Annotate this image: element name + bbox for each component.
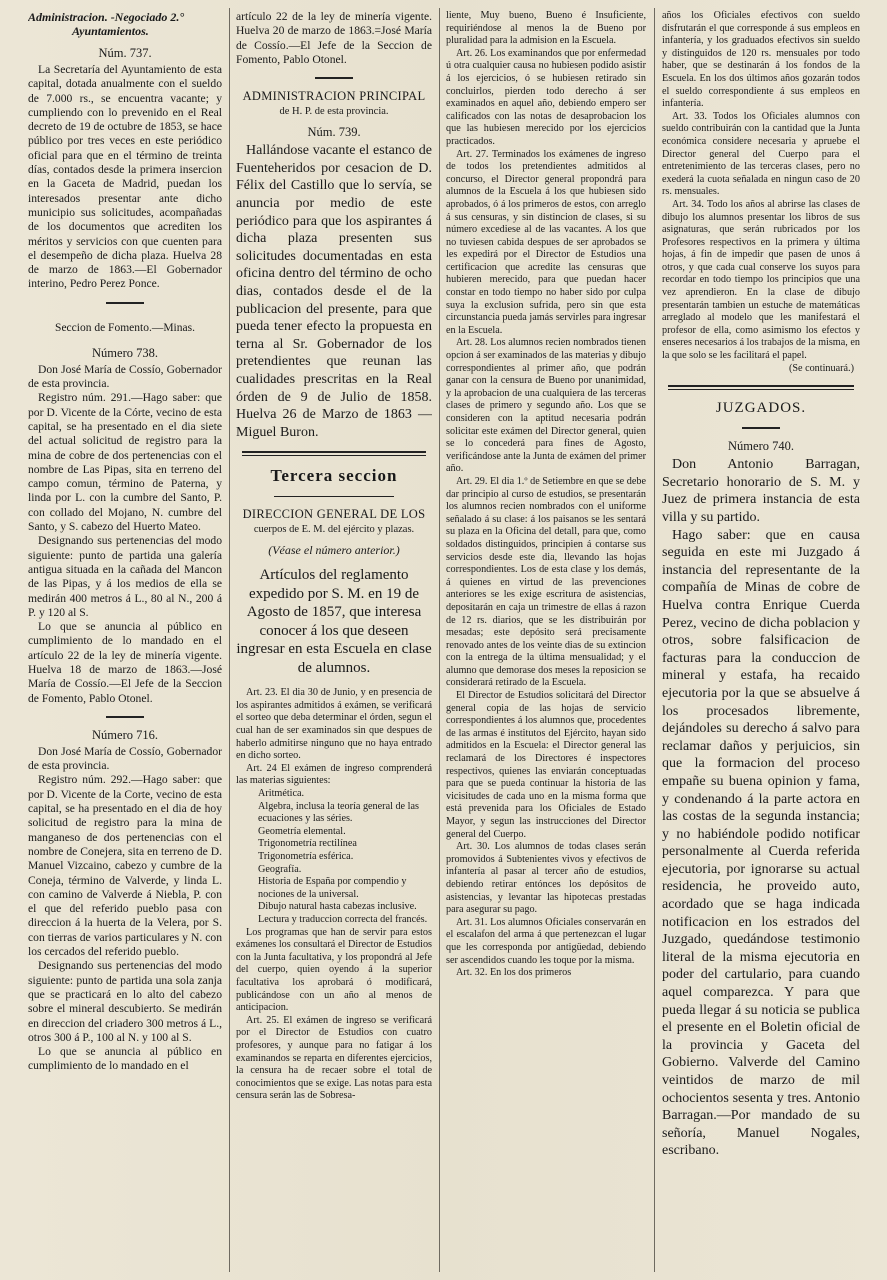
articles-title: Artículos del reglamento expedido por S. M. en 19 de Agosto de 1857, que interesa conocer á los que deseen ingresar en esta Escuela en clase de alumnos. <box>236 567 432 676</box>
notice-text: Designando sus pertenencias del modo siguiente: punto de partida una sola zanja que se practicará en lo alto del cabezo sobre el mineral descubierto. Se medirán en direccion del criadero 300 metros á L., otros 300 á P., 100 al N. y 100 al S. <box>28 959 222 1044</box>
article-text: años los Oficiales efectivos con sueldo disfrutarán el que corresponde á sus empleos en infantería, y los graduados efectivos sin sueldo y distinguidos de 120 rs. mensuales por todo haber, que se destinarán á los fondos de la Escuela. En los dos últimos años gozarán todos el sueldo correspondiente á sus empleos en infantería. <box>662 10 860 110</box>
article-text: liente, Muy bueno, Bueno é Insuficiente, requiriéndose al menos la de Bueno por pluralidad para la admision en la Escuela. <box>446 10 646 47</box>
article-text: Art. 25. El exámen de ingreso se verificará por el Director de Estudios con cuatro profesores, y aunque para no fatigar á los examinandos se reparta en diferentes ejercicios, la censura ha de recaer sobre el total de conocimientos que se exige. Las notas para esta censura serán las de Sobresa- <box>236 1014 432 1102</box>
article-text: Art. 32. En los dos primeros <box>456 967 572 979</box>
list-item: Historia de España por compendio y nociones de la universal. <box>258 876 407 900</box>
section-subtitle: de H. P. de esta provincia. <box>279 106 389 118</box>
notice-text: La Secretaría del Ayuntamiento de esta capital, dotada anualmente con el sueldo de 7.000 rs., se encuentra vacante; y cumpliendo con lo prevenido en el Real decreto de 19 de octubre de 1853, se hace público por tres veces en este periódico oficial para que en el término de treinta días, contados desde la primera insercion en la Gaceta de Madrid, puedan los interesados presentar ante dicho municipio sus solicitudes, acompañadas de los documentos que acrediten los méritos y servicios con que cuenten para el desempeño de dicha plaza. Huelva 28 de marzo de 1863.—El Gobernador interino, Pedro Perez Ponce. <box>28 63 222 291</box>
double-rule <box>242 451 426 456</box>
article-text: Art. 30. Los alumnos de todas clases serán promovidos á Subtenientes vivos y efectivos de infantería al pasar al tercer año de estudios, debiendo retirar entónces los depósitos de asistencias, y levantar las hipotecas prestadas para asegurar su pago. <box>446 841 646 916</box>
list-item: Aritmética. <box>258 788 305 800</box>
subject-list <box>236 788 432 927</box>
notice-text: Registro núm. 291.—Hago saber: que por D. Vicente de la Córte, vecino de esta capital, se ha presentado en el dia siete del actual solicitud de registro para la mina de cobre de dos pertenencias con el nombre de Las Pipas, sita en terreno del campo comun, término de Paterna, y linda por L. con la cumbre del Santo, P. con collado del Mojano, N. cumbre del Santo, y S. cabezo del Huerto Mateo. <box>28 391 222 534</box>
column-rule <box>654 8 655 1272</box>
notice-number: Núm. 737. <box>98 46 152 60</box>
notice-text: artículo 22 de la ley de minería vigente. Huelva 20 de marzo de 1863.=José María de Cossío.—El Jefe de la Seccion de Fomento, Pablo Otonel. <box>236 10 432 66</box>
list-item: Trigonometría rectilínea <box>258 838 357 850</box>
divider <box>742 427 780 429</box>
section-title: JUZGADOS. <box>715 400 807 417</box>
notice-lead: Don José María de Cossío, Gobernador de esta provincia. <box>28 744 222 773</box>
notice-text: Lo que se anuncia al público en cumplimiento de lo mandado en el <box>28 1045 222 1073</box>
header-line-2: Ayuntamientos. <box>72 24 149 38</box>
section-title: Tercera seccion <box>270 466 398 486</box>
divider <box>274 496 394 497</box>
column-1 <box>28 10 222 1272</box>
notice-number: Número 738. <box>92 345 158 360</box>
article-text: Los programas que han de servir para estos exámenes los consultará el Director de Estudios con la Junta facultativa, y los propondrá al Jefe del cuerpo, quien oyendo á la superior facultativa los aprobará ó modificará, publicándose con un año al menos de anticipacion. <box>236 926 432 1014</box>
column-3 <box>446 10 646 1272</box>
article-text: Art. 28. Los alumnos recien nombrados tienen opcion á ser examinados de las materias y dibujo correspondientes al primer año, que podrán ganar con la censura de Bueno por unanimidad, y la aprobacion de una cualquiera de las terceras clases de primero y segundo año. Los que se consideren con la aptitud necesaria podrán solicitar este exámen del Director general, quien se lo concederá para fines de Agosto, verificándose ante la Junta de exámen del primer año. <box>446 337 646 475</box>
divider <box>106 716 144 718</box>
section-title: Seccion de Fomento.—Minas. <box>55 321 195 334</box>
column-rule <box>229 8 230 1272</box>
continued-note: (Se continuará.) <box>788 362 854 374</box>
notice-number: Núm. 739. <box>307 125 361 140</box>
divider <box>106 302 144 304</box>
notice-text: Hallándose vacante el estanco de Fuenteheridos por cesacion de D. Félix del Castillo que lo servía, se anuncia por medio de este periódico para que los aspirantes á dicha plaza presenten sus solicitudes documentadas en esta oficina dentro del término de ocho dias, contados desde el de la publicacion del presente, para que pueda tener efecto la propuesta en terna al Sr. Gobernador de los pretendientes que reunan las cualidades prescritas en la Real órden de 9 de Julio de 1858. Huelva 26 de Marzo de 1863 —Miguel Buron. <box>236 143 432 440</box>
divider <box>315 77 353 79</box>
notice-text: Registro núm. 292.—Hago saber: que por D. Vicente de la Corte, vecino de esta capital, se ha presentado en el dia de hoy solicitud de registro para la mina de manganeso de dos pertenencias con el nombre de Conejera, sita en terreno de D. Manuel Vizcaino, cabezo y cumbre de la Coneja, término de Valverde, y linda L. con camino de Valverde á Niebla, P. con el que del referido pueblo pasa con direccion á la huerta de la Velera, por S. con tierras de varios particulares y N. con los cercados del referido pueblo. <box>28 773 222 959</box>
article-text: Art. 33. Todos los Oficiales alumnos con sueldo contribuirán con la cantidad que la Junta económica considere necesaria y apruebe el Director general del Cuerpo para el entretenimiento de las terceras clases, pero no exederá la cuota señalada en ningun caso de 20 rs. mensuales. <box>662 110 860 198</box>
article-text: Art. 23. El dia 30 de Junio, y en presencia de los aspirantes admitidos á exámen, se verificará el sorteo que deba determinar el órden, segun el cual han de ser examinados sin que despues de haberlo admitirse ninguno que no haya entrado en dicho sorteo. <box>236 687 432 762</box>
column-4 <box>662 10 860 1272</box>
notice-text: Hago saber: que en causa seguida en este mi Juzgado á instancia del representante de la compañía de Minas de cobre de Huelva contra Enrique Cuerda Perez, vecino de dicha poblacion y otros, sobre falsificacion de facturas para la conduccion de mineral y estafa, ha recaido ejecutoria por la que se absuelve á los procesados libremente, dejándoles su derecho á salvo para reclamar daños y perjuicios, sin que la formacion del proceso empañe su buena opinion y fama, y condenando á la parte actora en las costas de la segunda instancia; y no habiéndole podido notificar personalmente al Cuerda referida ejecutoria, por ignorarse su actual residencia, he proveido auto, acordado que se haga indicada notificacion en los estrados del Juzgado, quedándose testimonio literal de la misma ejecutoria en poder del cartulario, para cuando aquel comparezca. Y para que pueda llegar á su noticia se publica el presente en el Boletin oficial de la provincia y Gaceta del Gobierno. Valverde del Camino veintidos de marzo de mil ochocientos sesenta y tres. Antonio Barragan.—Por mandado de su señoría, Manuel Nogales, escribano. <box>662 527 860 1159</box>
list-item: Geografía. <box>258 863 302 875</box>
article-text: El Director de Estudios solicitará del Director general copia de las hojas de servicio correspondientes á los alumnos que, procedentes de las armas é institutos del Ejército, hayan sido admitidos en la Escuela: el Director general las reclamará de los Directores é inspectores respectivos, quienes las enviarán conceptuadas para que se pueda continuar la historia de las vicisitudes de cada uno en la misma forma que está prevenida para los Oficiales de Estado Mayor, y segun las instrucciones del Director general del Cuerpo. <box>446 690 646 840</box>
list-item: Geometría elemental. <box>258 825 346 837</box>
column-2 <box>236 10 432 1272</box>
notice-number: Número 716. <box>92 727 158 742</box>
section-subtitle: cuerpos de E. M. del ejército y plazas. <box>253 524 415 536</box>
list-item: Dibujo natural hasta cabezas inclusive. <box>258 901 417 913</box>
section-title: ADMINISTRACION PRINCIPAL <box>242 89 426 104</box>
notice-text: Designando sus pertenencias del modo siguiente: punto de partida una galería antigua situada en la cañada del Mancon de las Pipas, y á los medios de ella se medirán 400 metros á L., 80 al N., 200 á P. y 120 al S. <box>28 534 222 619</box>
article-text: Art. 31. Los alumnos Oficiales conservarán en el escalafon del arma á que pertenezcan el lugar que les corresponda por antigüedad, debiendo ser ascendidos cuando les toque por la misma. <box>446 916 646 966</box>
double-rule <box>668 385 854 390</box>
column-rule <box>439 8 440 1272</box>
notice-lead: Don Antonio Barragan, Secretario honorario de S. M. y Juez de primera instancia de esta villa y su partido. <box>662 457 860 525</box>
article-text: Art. 29. El dia 1.º de Setiembre en que se debe dar principio al curso de estudios, se presentarán los alumnos recien nombrados con el uniforme señalado á su clase: á los paisanos se les sentará su plaza en la Oficina del detall, para que, como soldados distinguidos, principien á contarse sus servicios desde este dia, llevando las hojas correspondientes. Los de esta clase y los demás, á quienes en virtud de las prevenciones anteriores se les exige escritura de asistencias, depositarán en caja un trimestre de ellas á razon de 12 rs. diarios, que se les distribuirán por mesadas; este depósito será precisamente renovado antes de los veinte dias de su extincion con la entrega de la última mensualidad; y el alumno que demorase dos meses la reposicion se considerará retirado de la Escuela. <box>446 475 646 689</box>
list-item: Trigonometría esférica. <box>258 851 354 862</box>
notice-lead: Don José María de Cossío, Gobernador de esta provincia. <box>28 362 222 391</box>
article-text: Art. 34. Todo los años al abrirse las clases de dibujo los alumnos presentar los libros de sus asignaturas, que serán rubricados por los Profesores respectivos en la primera y última hojas, á fin de impedir que pasen de unos á otros, y que cada cual conserve los suyos para recordar en todo tiempo los principios que una vez aprendieron. En la clase de dibujo presentarán tambien un estuche de matemáticas arreglado al modelo que les manifestará el profesor de ella, como asimismo los efectos y enseres necesarios á los trabajos de la misma, en la que solo se les facilitará el papel. <box>662 198 860 362</box>
list-item: Algebra, inclusa la teoría general de las ecuaciones y las séries. <box>258 800 419 825</box>
article-text: Art. 24 El exámen de ingreso comprenderá las materias siguientes: <box>236 762 432 787</box>
section-header <box>28 10 222 38</box>
reference-note: (Véase el número anterior.) <box>268 543 400 558</box>
notice-text: Lo que se anuncia al público en cumplimiento de lo mandado en el artículo 22 de la ley de minería vigente. Huelva 18 de marzo de 1863.—José María de Cossío.—El Jefe de la Seccion de Fomento, Pablo Otonel. <box>28 620 222 705</box>
list-item: Lectura y traduccion correcta del francés. <box>258 913 428 925</box>
article-text: Art. 27. Terminados los exámenes de ingreso de todos los pretendientes admitidos al concurso, el Director general propondrá para alumnos de la Escuela á los que hubiesen sido aprobados, ó á los primeros de estos, con arreglo á sus censuras, y sin distincion de clases, si su número excediese al de las vacantes. A los que no tuviesen cabida despues de ser aprobados se les expedirá por el Director de Estudios una certificacion que acredite las censuras que hubieren merecido, para que puedan hacer constar en todo tiempo no haber sido por culpa suya la exclusion sufrida, pero sin que esta circunstancia pueda jamás servirles para ingresar en la Escuela. <box>446 148 646 336</box>
article-text: Art. 26. Los examinandos que por enfermedad ú otra cualquier causa no hubiesen podido asistir á los ejercicios, ó se hubiesen retirado sin concluirlos, pierden todo derecho á ser examinados en aquel año, debiendo empero ser calificados con las notas de desaprobacion los que las hubiesen merecido por los ejercicios practicados. <box>446 47 646 147</box>
header-line-1: Administracion. -Negociado 2.° <box>28 10 185 24</box>
section-title: DIRECCION GENERAL DE LOS <box>242 507 426 522</box>
notice-number: Número 740. <box>728 439 794 454</box>
